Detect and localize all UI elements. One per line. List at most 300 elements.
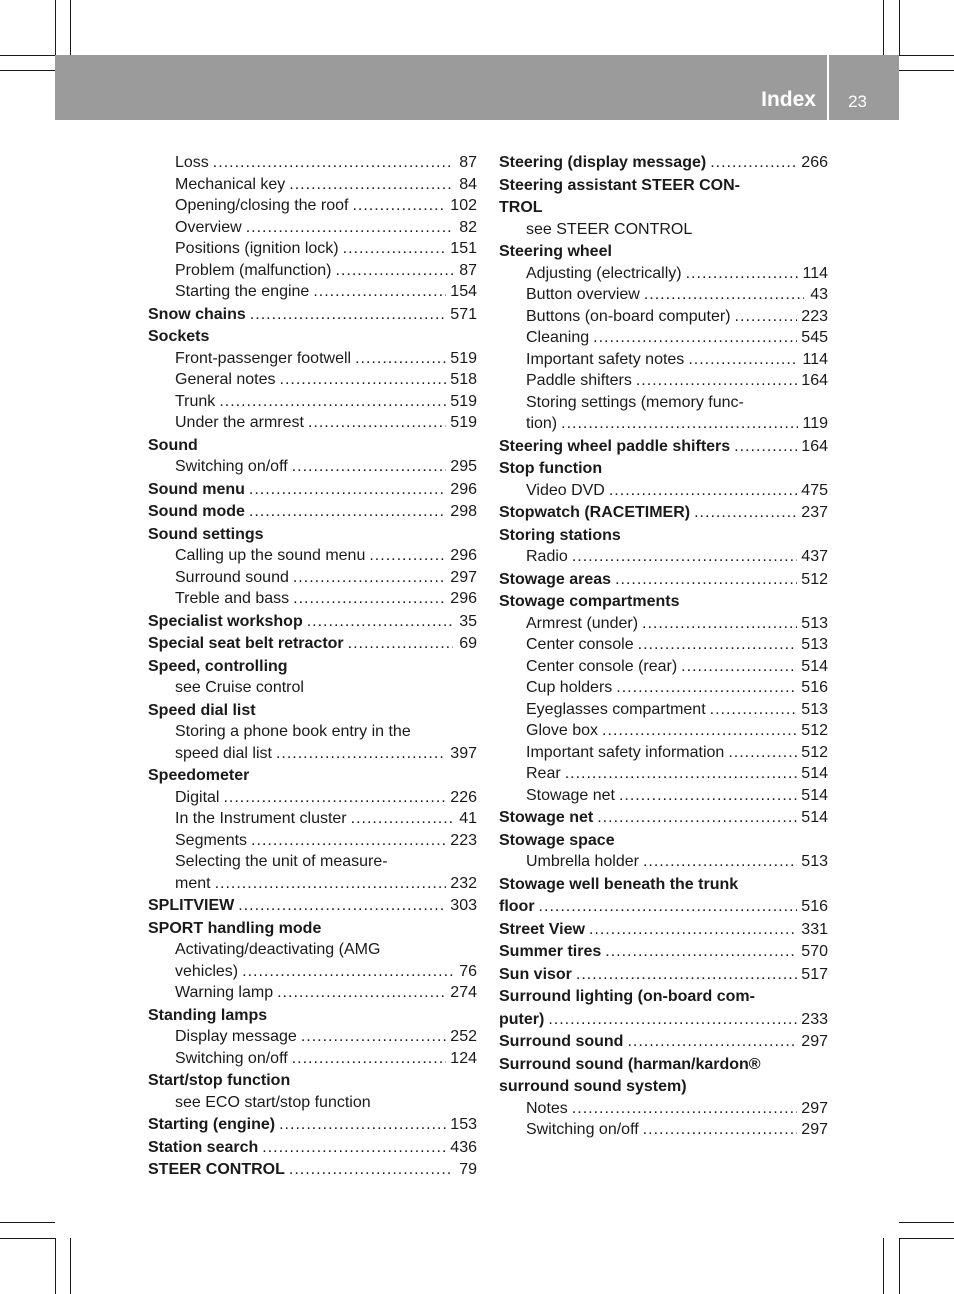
index-entry: [148, 611, 477, 633]
index-term: Important safety information: [526, 743, 725, 761]
index-page-ref: 153: [450, 1116, 477, 1133]
index-entry: [148, 304, 477, 326]
crop-mark: [70, 1238, 71, 1294]
index-term: Cup holders: [526, 679, 613, 696]
leader-dots: [710, 699, 798, 721]
index-column-right: [499, 152, 828, 1141]
index-term: Sound mode: [148, 503, 245, 520]
index-term: Sun visor: [499, 965, 572, 983]
leader-dots: [307, 611, 453, 633]
index-term: Steering wheel: [499, 243, 612, 260]
index-term: puter): [499, 1010, 545, 1028]
index-page-ref: 164: [801, 372, 828, 389]
index-page-ref: 513: [801, 700, 828, 718]
index-entry: [499, 241, 828, 263]
leader-dots: [213, 152, 453, 174]
index-term: tion): [526, 415, 558, 432]
leader-dots: [576, 964, 797, 986]
index-page-ref: 518: [450, 371, 477, 388]
index-subentry: [148, 677, 477, 699]
index-subentry: [148, 1048, 477, 1070]
index-page-ref: 87: [459, 154, 477, 171]
index-entry: [148, 1159, 477, 1181]
crop-mark: [0, 1238, 55, 1239]
index-page-ref: 43: [810, 286, 828, 303]
index-term: Speed dial list: [148, 701, 256, 719]
leader-dots: [262, 1137, 446, 1159]
index-page-ref: 297: [450, 568, 477, 586]
index-entry: [499, 919, 828, 941]
leader-dots: [602, 720, 797, 742]
crop-mark: [899, 1222, 954, 1223]
index-term: Under the armrest: [175, 414, 304, 431]
index-entry: [148, 765, 477, 787]
index-page-ref: 226: [450, 788, 477, 806]
index-page-ref: 303: [450, 897, 477, 914]
leader-dots: [643, 851, 797, 873]
index-page-ref: 516: [801, 898, 828, 915]
leader-dots: [593, 327, 797, 349]
header-divider: [827, 55, 829, 120]
index-page-ref: 570: [801, 943, 828, 960]
index-subentry: [148, 721, 477, 743]
index-term: Cleaning: [526, 329, 590, 346]
index-term: see STEER CONTROL: [526, 220, 693, 238]
index-entry: [148, 435, 477, 457]
index-subentry: [148, 808, 477, 830]
index-page-ref: 82: [459, 218, 477, 236]
index-subentry: [499, 413, 828, 435]
index-term: Glove box: [526, 722, 599, 739]
crop-mark: [899, 55, 954, 56]
index-term: Trunk: [175, 392, 216, 410]
index-page-ref: 513: [801, 614, 828, 632]
leader-dots: [369, 545, 446, 567]
leader-dots: [351, 808, 453, 830]
index-page-ref: 512: [801, 722, 828, 739]
index-term: Positions (ignition lock): [175, 240, 339, 257]
index-term: Stop function: [499, 460, 603, 477]
page-number: 23: [848, 92, 867, 111]
index-term: TROL: [499, 199, 543, 216]
index-subentry: [499, 851, 828, 873]
index-term: Stowage space: [499, 831, 615, 849]
index-page-ref: 513: [801, 636, 828, 653]
index-subentry: [499, 349, 828, 371]
index-page-ref: 223: [450, 831, 477, 849]
index-subentry: [148, 174, 477, 196]
leader-dots: [289, 1159, 453, 1181]
index-term: General notes: [175, 371, 276, 388]
index-page-ref: 297: [801, 1099, 828, 1117]
index-term: Buttons (on-board computer): [526, 307, 731, 325]
leader-dots: [280, 369, 447, 391]
index-term: Snow chains: [148, 305, 246, 323]
crop-mark: [55, 0, 56, 55]
index-term: Important safety notes: [526, 350, 685, 368]
crop-mark: [899, 70, 954, 71]
index-term: Sound settings: [148, 525, 264, 543]
index-page-ref: 512: [801, 743, 828, 761]
index-term: Sound menu: [148, 480, 245, 498]
leader-dots: [735, 306, 798, 328]
leader-dots: [251, 830, 446, 852]
index-entry: [499, 197, 828, 219]
index-term: Surround lighting (on-board com-: [499, 988, 755, 1005]
index-page-ref: 514: [801, 809, 828, 826]
index-subentry: [148, 830, 477, 852]
leader-dots: [589, 919, 797, 941]
index-entry: [148, 1137, 477, 1159]
leader-dots: [565, 763, 798, 785]
index-term: Special seat belt retractor: [148, 635, 344, 652]
leader-dots: [642, 613, 797, 635]
index-subentry: [148, 217, 477, 239]
index-page-ref: 516: [801, 679, 828, 696]
index-subentry: [499, 546, 828, 568]
crop-mark: [70, 0, 71, 55]
index-entry: [148, 501, 477, 523]
index-entry: [499, 1009, 828, 1031]
leader-dots: [336, 260, 454, 282]
index-page-ref: 233: [801, 1010, 828, 1028]
crop-mark: [899, 0, 900, 55]
index-term: Button overview: [526, 286, 640, 303]
index-entry: [499, 525, 828, 547]
index-subentry: [499, 785, 828, 807]
leader-dots: [223, 787, 446, 809]
index-subentry: [148, 1092, 477, 1114]
index-term: Standing lamps: [148, 1006, 268, 1024]
leader-dots: [572, 1098, 798, 1120]
index-page-ref: 397: [450, 744, 477, 762]
leader-dots: [348, 633, 453, 655]
index-subentry: [148, 152, 477, 174]
index-subentry: [499, 634, 828, 656]
index-subentry: [499, 480, 828, 502]
leader-dots: [561, 413, 798, 435]
index-subentry: [148, 238, 477, 260]
index-term: Mechanical key: [175, 175, 286, 193]
leader-dots: [242, 961, 453, 983]
index-page-ref: 298: [450, 503, 477, 520]
leader-dots: [681, 656, 797, 678]
crop-mark: [883, 1238, 884, 1294]
index-term: STEER CONTROL: [148, 1161, 285, 1178]
index-entry: [499, 964, 828, 986]
index-entry: [148, 326, 477, 348]
index-subentry: [148, 281, 477, 303]
index-term: Steering wheel paddle shifters: [499, 437, 731, 455]
index-page-ref: 296: [450, 480, 477, 498]
index-term: In the Instrument cluster: [175, 810, 347, 827]
leader-dots: [572, 546, 797, 568]
index-entry: [148, 633, 477, 655]
leader-dots: [597, 807, 797, 829]
index-entry: [499, 896, 828, 918]
index-page-ref: 297: [801, 1033, 828, 1050]
index-entry: [499, 1076, 828, 1098]
index-term: floor: [499, 898, 535, 915]
index-entry: [499, 807, 828, 829]
leader-dots: [627, 1031, 797, 1053]
index-term: Activating/deactivating (AMG: [175, 941, 381, 958]
index-term: Radio: [526, 548, 568, 565]
index-page-ref: 102: [450, 197, 477, 214]
index-term: Display message: [175, 1028, 297, 1045]
index-term: Center console: [526, 636, 634, 653]
index-term: Stowage net: [499, 809, 594, 826]
leader-dots: [292, 1048, 447, 1070]
crop-mark: [0, 55, 55, 56]
index-term: Problem (malfunction): [175, 261, 332, 279]
leader-dots: [293, 588, 446, 610]
index-entry: [499, 1054, 828, 1076]
index-entry: [148, 1005, 477, 1027]
index-subentry: [148, 545, 477, 567]
index-term: Speed, controlling: [148, 657, 288, 675]
crop-mark: [0, 1222, 55, 1223]
index-term: Summer tires: [499, 943, 602, 960]
leader-dots: [246, 217, 453, 239]
index-subentry: [148, 787, 477, 809]
index-page-ref: 514: [801, 786, 828, 804]
index-subentry: [499, 656, 828, 678]
index-term: Surround sound: [175, 568, 289, 586]
index-page-ref: 571: [450, 305, 477, 323]
index-page-ref: 232: [450, 874, 477, 892]
index-term: Opening/closing the roof: [175, 197, 349, 214]
index-term: ment: [175, 874, 211, 892]
leader-dots: [710, 152, 797, 174]
index-entry: [148, 656, 477, 678]
leader-dots: [728, 742, 797, 764]
leader-dots: [688, 349, 798, 371]
index-subentry: [499, 613, 828, 635]
leader-dots: [615, 569, 797, 591]
index-subentry: [499, 699, 828, 721]
index-term: Specialist workshop: [148, 612, 303, 630]
index-term: Digital: [175, 788, 220, 806]
leader-dots: [686, 263, 799, 285]
index-term: Stowage well beneath the trunk: [499, 875, 739, 893]
index-term: Steering (display message): [499, 154, 707, 171]
index-term: Stowage net: [526, 786, 615, 804]
leader-dots: [694, 502, 797, 524]
index-subentry: [148, 873, 477, 895]
index-page-ref: 517: [801, 965, 828, 983]
index-page-ref: 119: [802, 415, 828, 432]
crop-mark: [899, 1238, 900, 1294]
index-page-ref: 154: [450, 283, 477, 300]
index-term: Starting the engine: [175, 283, 310, 300]
index-entry: [499, 591, 828, 613]
leader-dots: [638, 634, 798, 656]
index-subentry: [148, 369, 477, 391]
index-entry: [499, 874, 828, 896]
index-term: Warning lamp: [175, 984, 274, 1001]
leader-dots: [219, 391, 446, 413]
index-subentry: [148, 851, 477, 873]
index-entry: [148, 479, 477, 501]
index-page-ref: 69: [459, 635, 477, 652]
index-page-ref: 297: [801, 1121, 828, 1138]
index-term: Steering assistant STEER CON-: [499, 176, 740, 194]
leader-dots: [292, 456, 447, 478]
index-term: Armrest (under): [526, 614, 639, 632]
page-title: Index: [761, 88, 816, 111]
index-subentry: [499, 327, 828, 349]
index-term: Storing stations: [499, 526, 621, 544]
index-term: Overview: [175, 218, 242, 236]
index-entry: [148, 918, 477, 940]
index-term: Rear: [526, 765, 561, 782]
index-page-ref: 79: [459, 1161, 477, 1178]
index-term: Front-passenger footwell: [175, 349, 352, 367]
index-page-ref: 519: [450, 392, 477, 410]
index-subentry: [499, 263, 828, 285]
index-page-ref: 114: [802, 264, 828, 282]
leader-dots: [215, 873, 447, 895]
index-term: Notes: [526, 1099, 568, 1117]
index-subentry: [499, 284, 828, 306]
index-term: Stowage areas: [499, 570, 612, 588]
leader-dots: [355, 348, 446, 370]
index-term: Segments: [175, 831, 248, 849]
index-page-ref: 76: [459, 962, 477, 980]
index-entry: [148, 524, 477, 546]
leader-dots: [289, 174, 453, 196]
index-entry: [499, 569, 828, 591]
index-subentry: [148, 391, 477, 413]
index-term: Video DVD: [526, 481, 605, 499]
index-entry: [499, 830, 828, 852]
index-page-ref: 331: [801, 920, 828, 938]
index-subentry: [499, 742, 828, 764]
crop-mark: [899, 1238, 954, 1239]
index-term: SPORT handling mode: [148, 919, 322, 937]
index-subentry: [148, 195, 477, 217]
index-page-ref: 84: [459, 175, 477, 193]
index-subentry: [499, 1119, 828, 1141]
index-page-ref: 114: [802, 350, 828, 368]
index-subentry: [148, 982, 477, 1004]
index-term: Station search: [148, 1138, 259, 1156]
index-term: Storing settings (memory func-: [526, 393, 744, 411]
index-page-ref: 124: [450, 1049, 477, 1067]
index-entry: [499, 175, 828, 197]
leader-dots: [609, 480, 797, 502]
index-term: Sockets: [148, 328, 210, 345]
index-page-ref: 266: [801, 154, 828, 171]
leader-dots: [619, 785, 797, 807]
index-subentry: [499, 720, 828, 742]
index-term: see Cruise control: [175, 679, 304, 696]
index-page-ref: 436: [450, 1138, 477, 1156]
index-term: Starting (engine): [148, 1116, 276, 1133]
index-term: Calling up the sound menu: [175, 547, 366, 564]
index-term: surround sound system): [499, 1078, 687, 1095]
index-page-ref: 296: [450, 547, 477, 564]
index-term: Stopwatch (RACETIMER): [499, 504, 691, 521]
index-subentry: [499, 392, 828, 414]
index-entry: [499, 941, 828, 963]
leader-dots: [548, 1009, 797, 1031]
index-term: Umbrella holder: [526, 853, 639, 870]
index-subentry: [148, 1026, 477, 1048]
index-term: Paddle shifters: [526, 372, 632, 389]
index-term: Loss: [175, 154, 209, 171]
leader-dots: [308, 412, 446, 434]
index-entry: [499, 436, 828, 458]
index-entry: [148, 700, 477, 722]
leader-dots: [313, 281, 446, 303]
leader-dots: [277, 982, 446, 1004]
index-page-ref: 41: [459, 810, 477, 827]
index-entry: [499, 152, 828, 174]
index-page-ref: 437: [801, 548, 828, 565]
index-page-ref: 35: [459, 612, 477, 630]
index-entry: [499, 986, 828, 1008]
index-page-ref: 475: [801, 481, 828, 499]
index-subentry: [148, 348, 477, 370]
index-page-ref: 164: [801, 437, 828, 455]
leader-dots: [293, 567, 446, 589]
index-entry: [148, 1114, 477, 1136]
index-column-left: [148, 152, 477, 1181]
index-term: Street View: [499, 920, 585, 938]
index-page-ref: 545: [801, 329, 828, 346]
index-page-ref: 519: [450, 349, 477, 367]
index-term: Surround sound: [499, 1033, 624, 1050]
index-entry: [499, 458, 828, 480]
index-term: Surround sound (harman/kardon®: [499, 1055, 761, 1073]
index-page-ref: 295: [450, 458, 477, 475]
index-page-ref: 514: [801, 765, 828, 782]
page-header: [55, 55, 899, 120]
leader-dots: [301, 1026, 446, 1048]
index-subentry: [499, 677, 828, 699]
index-subentry: [148, 567, 477, 589]
index-term: Center console (rear): [526, 657, 678, 675]
leader-dots: [279, 1114, 446, 1136]
index-entry: [499, 502, 828, 524]
index-term: Start/stop function: [148, 1072, 291, 1089]
index-term: speed dial list: [175, 744, 272, 762]
index-page-ref: 512: [801, 570, 828, 588]
index-subentry: [148, 260, 477, 282]
index-subentry: [148, 456, 477, 478]
index-entry: [499, 1031, 828, 1053]
index-subentry: [148, 412, 477, 434]
index-term: Sound: [148, 436, 198, 454]
index-subentry: [148, 939, 477, 961]
index-page-ref: 519: [450, 414, 477, 431]
index-term: Eyeglasses compartment: [526, 700, 706, 718]
index-term: Switching on/off: [175, 458, 288, 475]
index-subentry: [499, 306, 828, 328]
leader-dots: [249, 501, 446, 523]
leader-dots: [343, 238, 447, 260]
index-term: see ECO start/stop function: [175, 1093, 371, 1111]
index-page-ref: 296: [450, 590, 477, 607]
index-subentry: [148, 961, 477, 983]
index-term: SPLITVIEW: [148, 897, 235, 914]
index-term: Treble and bass: [175, 590, 290, 607]
leader-dots: [539, 896, 798, 918]
leader-dots: [250, 304, 447, 326]
index-page-ref: 514: [801, 657, 828, 675]
